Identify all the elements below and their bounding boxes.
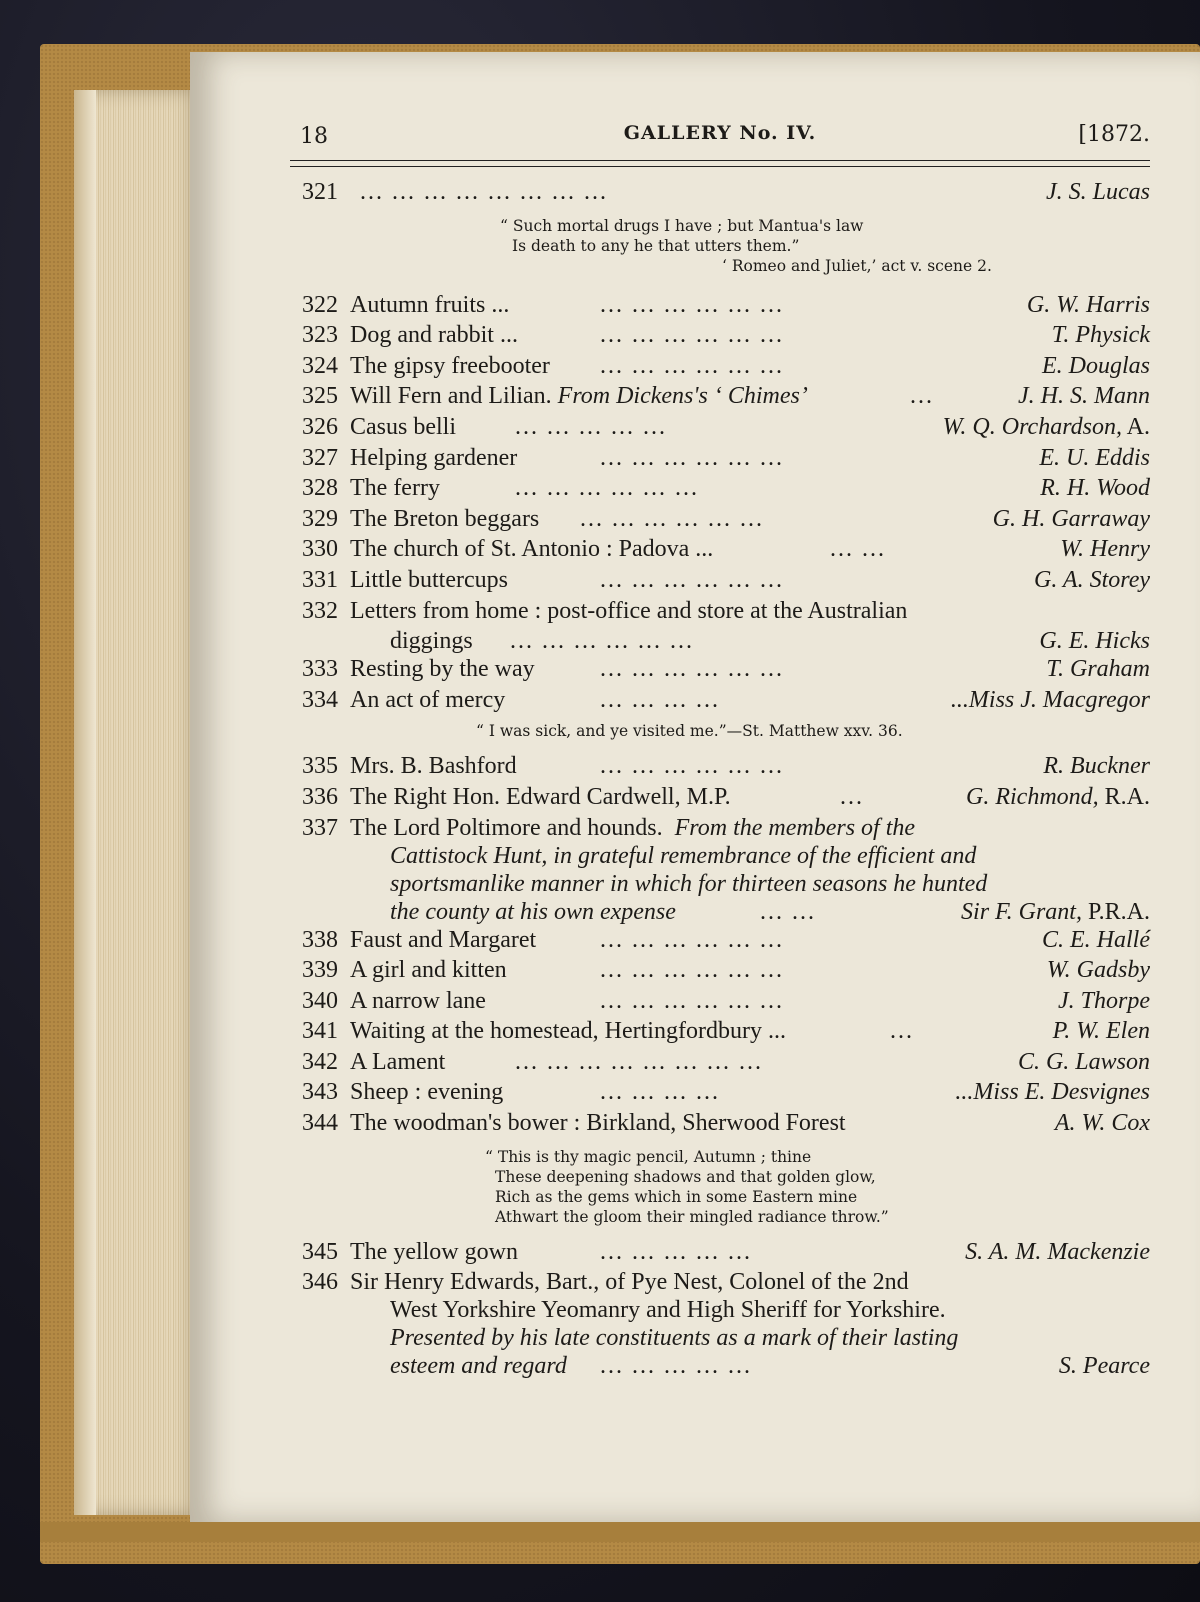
leader-dots: ... ... ... ... ... — [600, 1353, 752, 1380]
entry-title-note: the county at his own expense — [390, 898, 676, 925]
entry-artist: W. Gadsby — [1046, 957, 1150, 984]
leader-dots: ... ... ... ... ... ... — [515, 475, 699, 502]
entry-artist: ...Miss E. Desvignes — [955, 1079, 1150, 1106]
quote-line: “ Such mortal drugs I have ; but Mantua's law — [500, 216, 864, 235]
entry-number: 323 — [302, 322, 338, 349]
leader-dots: ... ... — [830, 536, 886, 563]
page-number: 18 — [300, 124, 328, 149]
leader-dots: ... ... ... ... ... — [515, 413, 667, 440]
entry-line — [290, 869, 1150, 897]
catalogue-entry — [290, 565, 1150, 596]
catalogue-entry — [290, 955, 1150, 986]
quote-line: “ I was sick, and ye visited me.”—St. Matthew xxv. 36. — [476, 722, 903, 741]
entry-title: Little buttercups — [350, 566, 508, 593]
entry-number: 343 — [302, 1079, 338, 1106]
quotation — [290, 1147, 1150, 1227]
entry-artist: W. Henry — [1060, 536, 1150, 563]
entry-title-continued: diggings — [390, 628, 473, 655]
entry-artist: J. S. Lucas — [1046, 179, 1150, 205]
artist-name: G. Richmond, — [966, 783, 1099, 810]
entry-artist: E. U. Eddis — [1039, 444, 1150, 471]
entry-artist: R. H. Wood — [1040, 475, 1150, 502]
entry-line — [290, 841, 1150, 869]
entry-title: Letters from home : post-office and store at the Australian — [350, 597, 908, 624]
entry-artist: E. Douglas — [1042, 352, 1150, 379]
entry-artist — [966, 784, 1150, 811]
catalogue-entry — [290, 1047, 1150, 1078]
catalogue-entry — [290, 986, 1150, 1017]
entry-artist: G. A. Storey — [1034, 566, 1150, 593]
entry-title-text: Will Fern and Lilian. — [350, 383, 552, 410]
page-title: GALLERY No. IV. — [623, 122, 817, 144]
entry-artist: P. W. Elen — [1052, 1018, 1150, 1045]
entry-number: 322 — [302, 291, 338, 318]
catalogue-entry — [290, 1267, 1150, 1379]
leader-dots: ... ... ... ... ... ... — [600, 987, 784, 1014]
entry-title: The Right Hon. Edward Cardwell, M.P. — [350, 783, 731, 810]
entry-number: 344 — [302, 1110, 338, 1137]
quote-line: Rich as the gems which in some Eastern mine — [495, 1187, 858, 1206]
entry-title: A Lament — [350, 1048, 446, 1075]
entry-artist: C. G. Lawson — [1017, 1048, 1150, 1075]
entry-number: 326 — [302, 413, 338, 440]
entry-number: 321 — [302, 179, 338, 205]
catalogue-entry — [290, 177, 1150, 208]
entry-artist — [961, 899, 1150, 926]
entry-title-note: Cattistock Hunt, in grateful remembrance of the efficient and — [390, 842, 977, 869]
catalogue-entry — [290, 320, 1150, 351]
entry-number: 345 — [302, 1238, 338, 1265]
leader-dots: ... ... ... ... ... ... — [600, 444, 784, 471]
entry-title-note: Presented by his late constituents as a mark of their lasting — [390, 1325, 959, 1352]
entry-title: The yellow gown — [350, 1238, 518, 1265]
entry-line — [290, 1267, 1150, 1295]
entry-title: The ferry — [350, 475, 440, 502]
entry-number: 342 — [302, 1048, 338, 1075]
entry-artist: G. E. Hicks — [1039, 628, 1150, 655]
catalogue-entry — [290, 412, 1150, 443]
entry-line — [290, 1323, 1150, 1351]
entry-line — [290, 1351, 1150, 1379]
entry-title: Sir Henry Edwards, Bart., of Pye Nest, Colonel of the 2nd — [350, 1269, 909, 1296]
entry-number: 331 — [302, 566, 338, 593]
entry-line — [290, 1295, 1150, 1323]
entry-title: Resting by the way — [350, 656, 535, 683]
entry-title-note: esteem and regard — [390, 1353, 567, 1380]
entry-number: 336 — [302, 783, 338, 810]
catalogue-entry — [290, 925, 1150, 956]
entry-number: 338 — [302, 926, 338, 953]
catalogue-entry — [290, 596, 1150, 627]
catalogue-entry — [290, 351, 1150, 382]
catalogue-entry — [290, 751, 1150, 782]
entry-title: A narrow lane — [350, 987, 486, 1014]
catalogue-entry — [290, 290, 1150, 321]
entry-number: 335 — [302, 753, 338, 780]
leader-dots: ... — [890, 1018, 914, 1045]
quotation — [290, 721, 1150, 741]
entry-title: Casus belli — [350, 413, 456, 440]
entry-title: The gipsy freebooter — [350, 352, 550, 379]
artist-honour: R.A. — [1098, 783, 1150, 810]
catalogue-entry — [290, 534, 1150, 565]
entry-number: 341 — [302, 1018, 338, 1045]
leader-dots: ... ... ... ... ... ... — [600, 322, 784, 349]
entry-artist — [943, 414, 1150, 441]
page-spine — [74, 90, 96, 1515]
leader-dots: ... — [910, 383, 934, 410]
entry-number: 340 — [302, 987, 338, 1014]
leader-dots: ... ... ... ... ... ... — [600, 656, 784, 683]
entry-number: 325 — [302, 383, 338, 410]
entry-number: 327 — [302, 444, 338, 471]
leader-dots: ... ... ... ... ... ... — [600, 291, 784, 318]
entry-line — [290, 813, 1150, 841]
catalogue-entry — [290, 1077, 1150, 1108]
entry-artist: G. W. Harris — [1026, 291, 1150, 318]
catalogue-entry — [290, 443, 1150, 474]
catalogue-entry — [290, 782, 1150, 813]
leader-dots: ... ... ... ... ... ... — [580, 505, 764, 532]
entry-title: Dog and rabbit ... — [350, 322, 518, 349]
entry-title: Faust and Margaret — [350, 926, 537, 953]
quote-source: ‘ Romeo and Juliet,’ act v. scene 2. — [722, 256, 992, 275]
quote-line: Is death to any he that utters them.” — [512, 236, 800, 255]
entry-title-note: From the members of the — [674, 814, 916, 841]
entry-artist: S. Pearce — [1058, 1353, 1150, 1380]
running-header — [290, 116, 1150, 156]
artist-honour: A. — [1121, 413, 1150, 440]
entry-title — [350, 815, 915, 842]
entry-title: An act of mercy — [350, 686, 506, 713]
artist-name: W. Q. Orchardson, — [942, 413, 1122, 440]
entry-title: Autumn fruits ... — [350, 291, 510, 318]
catalogue-entry — [290, 1108, 1150, 1139]
entry-title-note: sportsmanlike manner in which for thirteen seasons he hunted — [390, 870, 988, 897]
entry-line — [290, 897, 1150, 925]
entry-continuation — [290, 626, 1150, 654]
entry-artist: J. H. S. Mann — [1018, 383, 1150, 410]
entry-title: Sheep : evening — [350, 1079, 504, 1106]
entry-number: 346 — [302, 1269, 338, 1296]
leader-dots: ... ... ... ... ... ... — [600, 352, 784, 379]
quotation — [290, 216, 1150, 276]
cover-bottom-edge — [40, 1522, 1200, 1542]
leader-dots: ... ... ... ... ... ... — [600, 926, 784, 953]
entry-number: 332 — [302, 597, 338, 624]
catalogue-entry — [290, 381, 1150, 412]
artist-honour: P.R.A. — [1081, 898, 1150, 925]
quote-line: Athwart the gloom their mingled radiance throw.” — [495, 1207, 889, 1226]
quote-line: These deepening shadows and that golden glow, — [495, 1167, 876, 1186]
entry-title: The woodman's bower : Birkland, Sherwood Forest — [350, 1110, 846, 1137]
entry-number: 339 — [302, 957, 338, 984]
entry-title-note: From Dickens's ‘ Chimes’ — [557, 383, 808, 410]
page-content — [290, 116, 1150, 1379]
entry-artist: C. E. Hallé — [1042, 926, 1150, 953]
leader-dots: ... ... ... ... ... ... ... ... — [360, 179, 608, 205]
catalogue-entry — [290, 1016, 1150, 1047]
artist-name: Sir F. Grant, — [961, 898, 1082, 925]
catalogue-entry — [290, 473, 1150, 504]
leader-dots: ... — [840, 783, 864, 810]
entry-number: 329 — [302, 505, 338, 532]
entry-artist: T. Physick — [1051, 322, 1150, 349]
entry-artist: G. H. Garraway — [992, 505, 1150, 532]
catalogue-entry — [290, 1237, 1150, 1268]
entry-number: 333 — [302, 656, 338, 683]
entry-title: A girl and kitten — [350, 957, 507, 984]
entry-artist: R. Buckner — [1043, 753, 1150, 780]
entry-title: West Yorkshire Yeomanry and High Sheriff for Yorkshire. — [390, 1297, 946, 1324]
catalogue-entry — [290, 813, 1150, 925]
header-rule — [290, 160, 1150, 167]
entry-number: 324 — [302, 352, 338, 379]
entry-number: 337 — [302, 814, 338, 841]
entry-title: The church of St. Antonio : Padova ... — [350, 536, 714, 563]
catalogue-entry — [290, 654, 1150, 685]
page-year: [1872. — [1078, 122, 1150, 147]
quote-line: “ This is thy magic pencil, Autumn ; thine — [485, 1147, 812, 1166]
entry-artist: J. Thorpe — [1058, 987, 1150, 1014]
leader-dots: ... ... ... ... — [600, 1079, 720, 1106]
entry-title: Waiting at the homestead, Hertingfordbury ... — [350, 1018, 786, 1045]
leader-dots: ... ... ... ... ... ... — [600, 957, 784, 984]
entry-number: 334 — [302, 686, 338, 713]
entry-artist: T. Graham — [1046, 656, 1150, 683]
entry-number: 328 — [302, 475, 338, 502]
catalogue-entry — [290, 685, 1150, 716]
entry-title — [350, 383, 808, 410]
leader-dots: ... ... ... ... ... ... — [600, 753, 784, 780]
leader-dots: ... ... — [760, 898, 816, 925]
entry-title: Mrs. B. Bashford — [350, 753, 517, 780]
entry-number: 330 — [302, 536, 338, 563]
leader-dots: ... ... ... ... ... ... ... ... — [515, 1048, 763, 1075]
entry-artist: A. W. Cox — [1054, 1110, 1150, 1137]
catalogue-entry — [290, 504, 1150, 535]
leader-dots: ... ... ... ... ... ... — [600, 566, 784, 593]
entry-artist: S. A. M. Mackenzie — [965, 1238, 1150, 1265]
entry-title: Helping gardener — [350, 444, 518, 471]
entry-title: The Breton beggars — [350, 505, 540, 532]
leader-dots: ... ... ... ... — [600, 686, 720, 713]
entry-artist: ...Miss J. Macgregor — [950, 686, 1150, 713]
leader-dots: ... ... ... ... ... ... — [510, 628, 694, 655]
entry-title-text: The Lord Poltimore and hounds. — [350, 814, 663, 841]
leader-dots: ... ... ... ... ... — [600, 1238, 752, 1265]
